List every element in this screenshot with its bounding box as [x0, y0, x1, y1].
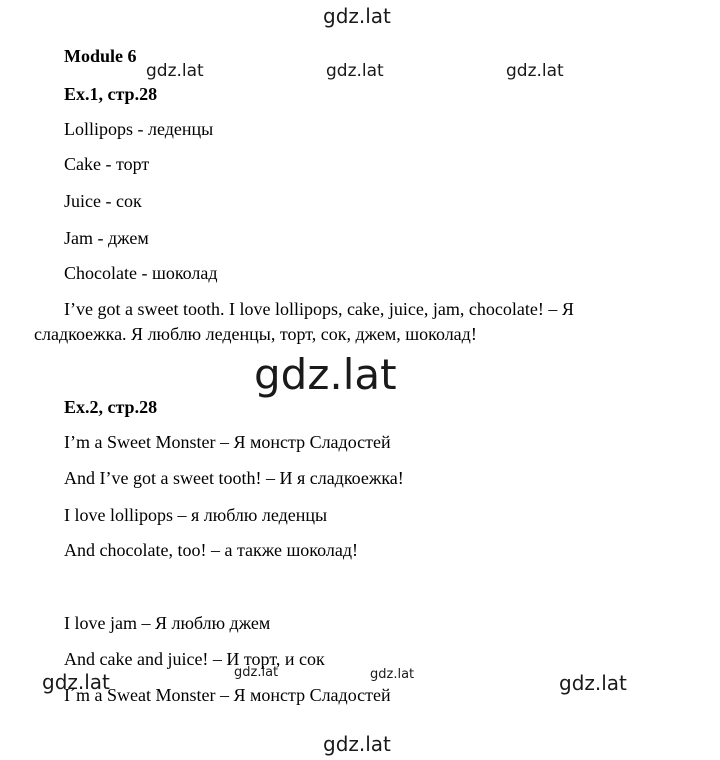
ex1-item-jam: Jam - джем [64, 228, 149, 248]
watermark-bottom-small-2: gdz.lat [370, 667, 415, 682]
module-title: Module 6 [64, 46, 137, 66]
watermark-bottom-right: gdz.lat [559, 671, 627, 695]
ex2-line-1: I’m a Sweet Monster – Я монстр Сладостей [64, 432, 391, 452]
watermark-bottom-small-1: gdz.lat [234, 665, 279, 680]
ex2-heading: Ex.2, стр.28 [64, 397, 158, 417]
ex1-item-chocolate: Chocolate - шоколад [64, 263, 218, 283]
ex2-line-4: And chocolate, too! – а также шоколад! [64, 540, 359, 560]
ex1-heading: Ex.1, стр.28 [64, 84, 158, 104]
ex1-item-lollipops: Lollipops - леденцы [64, 119, 214, 139]
ex2-line-3: I love lollipops – я люблю леденцы [64, 505, 328, 525]
ex2-line-6: And cake and juice! – И торт, и сок [64, 649, 325, 669]
watermark-bottom-left: gdz.lat [42, 670, 110, 694]
ex2-line-7: I´m a Sweat Monster – Я монстр Сладостей [64, 685, 391, 705]
watermark-row1-left: gdz.lat [146, 61, 204, 81]
watermark-center-large: gdz.lat [254, 350, 397, 399]
ex1-item-cake: Cake - торт [64, 154, 150, 174]
ex1-paragraph-line-1: I’ve got a sweet tooth. I love lollipops, cake, juice, jam, chocolate! – Я [64, 299, 574, 319]
ex1-paragraph-line-2: сладкоежка. Я люблю леденцы, торт, сок, джем, шоколад! [34, 324, 477, 344]
watermark-row1-right: gdz.lat [506, 61, 564, 81]
ex2-line-5: I love jam – Я люблю джем [64, 613, 271, 633]
watermark-top: gdz.lat [323, 4, 391, 28]
watermark-row1-center: gdz.lat [326, 61, 384, 81]
ex2-line-2: And I’ve got a sweet tooth! – И я сладкоежка! [64, 468, 404, 488]
ex1-item-juice: Juice - сок [64, 191, 142, 211]
watermark-bottom: gdz.lat [323, 732, 391, 756]
